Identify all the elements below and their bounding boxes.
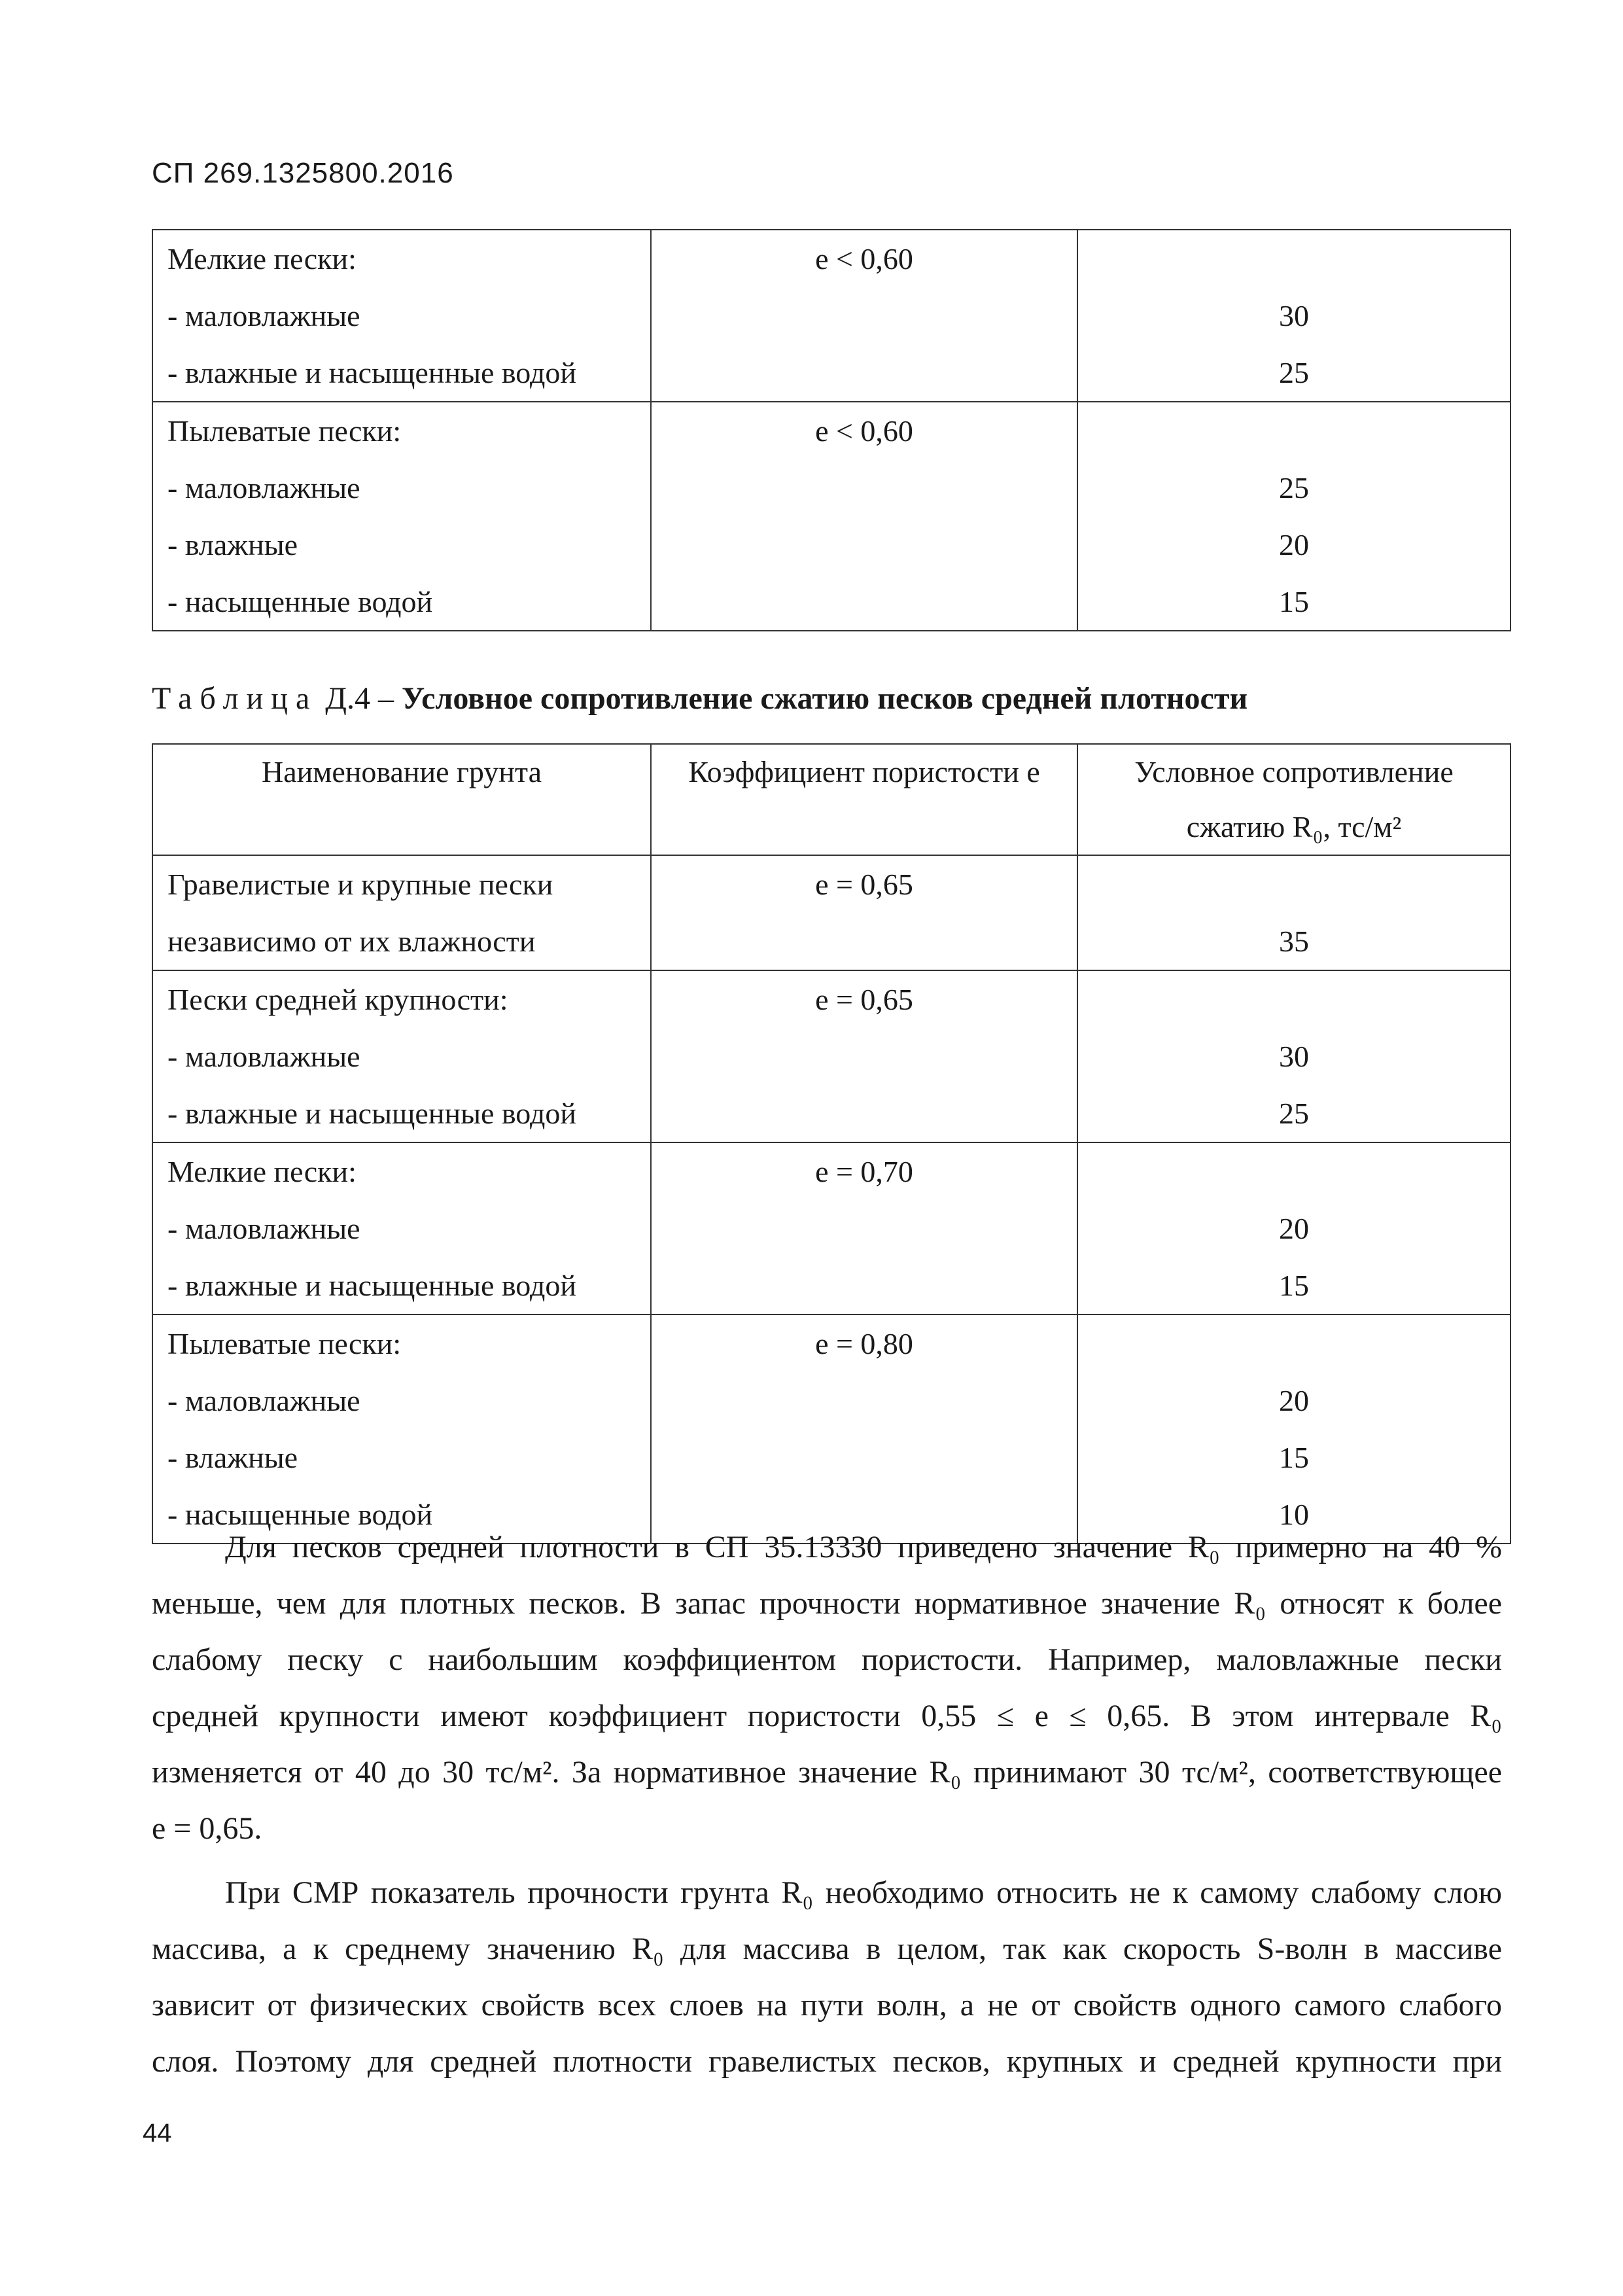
table-row: [152, 1142, 1510, 1315]
resistance-cell: [1077, 230, 1510, 402]
resistance-value: 10: [1279, 1498, 1309, 1531]
table-d4: [152, 743, 1511, 1544]
resistance-cell: [1077, 970, 1510, 1142]
soil-name-cell: [152, 970, 651, 1142]
empty-line: [652, 913, 1077, 970]
paragraph-line: слоя. Поэтому для средней плотности гравелистых песков, крупных и средней крупности при: [152, 2044, 1502, 2079]
porosity-value: e < 0,60: [815, 242, 913, 275]
resistance-value: 30: [1279, 1040, 1309, 1073]
soil-subtype-label: - маловлажные: [167, 1384, 360, 1417]
resistance-value: 20: [1279, 1212, 1309, 1245]
resistance-value: 25: [1279, 1097, 1309, 1130]
table-caption: [152, 680, 1248, 716]
porosity-cell: [651, 970, 1077, 1142]
porosity-value: e = 0,80: [815, 1327, 913, 1360]
table-continuation: [152, 229, 1511, 631]
empty-line: [652, 516, 1077, 573]
soil-subtype-label: - влажные: [167, 528, 298, 561]
empty-line: [652, 459, 1077, 516]
resistance-value: 15: [1279, 1441, 1309, 1474]
table-row: [152, 970, 1510, 1142]
soil-subtype-label: - маловлажные: [167, 471, 360, 504]
resistance-value: 35: [1279, 925, 1309, 958]
empty-line: [1078, 1315, 1510, 1372]
soil-name-cell: [152, 230, 651, 402]
document-code: СП 269.1325800.2016: [152, 157, 454, 189]
soil-group-title: Гравелистые и крупные пески: [167, 868, 553, 901]
porosity-value: e = 0,65: [815, 983, 913, 1016]
header-resistance: Условное сопротивление сжатию R₀, тс/м²: [1077, 744, 1510, 855]
empty-line: [652, 1028, 1077, 1085]
paragraph-line: меньше, чем для плотных песков. В запас прочности нормативное значение R₀ относят к более: [152, 1586, 1502, 1621]
table-row: [152, 855, 1510, 970]
soil-subtype-label: независимо от их влажности: [167, 925, 536, 958]
paragraph-line: При СМР показатель прочности грунта R₀ необходимо относить не к самому слабому слою: [225, 1875, 1502, 1910]
paragraph-line: слабому песку с наибольшим коэффициентом пористости. Например, маловлажные пески: [152, 1642, 1502, 1677]
empty-line: [1078, 856, 1510, 913]
header-soil-name: Наименование грунта: [152, 744, 651, 855]
empty-line: [1078, 402, 1510, 459]
resistance-cell: [1077, 855, 1510, 970]
soil-subtype-label: - влажные и насыщенные водой: [167, 356, 576, 389]
soil-name-cell: [152, 402, 651, 631]
soil-group-title: Пылеватые пески:: [167, 1327, 402, 1360]
paragraph-2: [152, 1865, 1502, 2090]
porosity-cell: [651, 1142, 1077, 1315]
soil-subtype-label: - влажные и насыщенные водой: [167, 1097, 576, 1130]
resistance-value: 30: [1279, 299, 1309, 332]
paragraph-line: e = 0,65.: [152, 1811, 262, 1846]
resistance-value: 15: [1279, 1269, 1309, 1302]
empty-line: [652, 1257, 1077, 1314]
resistance-cell: [1077, 1315, 1510, 1544]
soil-group-title: Мелкие пески:: [167, 242, 357, 275]
table-header-row: [152, 744, 1510, 855]
soil-subtype-label: - насыщенные водой: [167, 1498, 433, 1531]
empty-line: [652, 1429, 1077, 1486]
soil-subtype-label: - маловлажные: [167, 1212, 360, 1245]
header-porosity: Коэффициент пористости e: [651, 744, 1077, 855]
resistance-value: 20: [1279, 1384, 1309, 1417]
empty-line: [652, 1372, 1077, 1429]
soil-name-cell: [152, 855, 651, 970]
resistance-value: 25: [1279, 356, 1309, 389]
table-row: [152, 230, 1510, 402]
empty-line: [652, 573, 1077, 630]
porosity-cell: [651, 855, 1077, 970]
porosity-value: e = 0,70: [815, 1155, 913, 1188]
table-row: [152, 1315, 1510, 1544]
soil-name-cell: [152, 1142, 651, 1315]
porosity-cell: [651, 230, 1077, 402]
soil-subtype-label: - влажные и насыщенные водой: [167, 1269, 576, 1302]
porosity-cell: [651, 1315, 1077, 1544]
resistance-cell: [1077, 1142, 1510, 1315]
resistance-value: 25: [1279, 471, 1309, 504]
paragraph-line: Для песков средней плотности в СП 35.13330 приведено значение R₀ примерно на 40 %: [225, 1530, 1502, 1564]
porosity-value: e < 0,60: [815, 414, 913, 448]
resistance-value: 15: [1279, 585, 1309, 618]
caption-label: Таблица: [152, 681, 318, 716]
porosity-cell: [651, 402, 1077, 631]
empty-line: [1078, 971, 1510, 1028]
empty-line: [652, 1200, 1077, 1257]
empty-line: [652, 287, 1077, 344]
empty-line: [652, 344, 1077, 401]
paragraph-line: средней крупности имеют коэффициент пористости 0,55 ≤ e ≤ 0,65. В этом интервале R₀: [152, 1699, 1502, 1733]
soil-subtype-label: - маловлажные: [167, 1040, 360, 1073]
table-row: [152, 402, 1510, 631]
paragraph-line: зависит от физических свойств всех слоев на пути волн, а не от свойств одного самого слабого: [152, 1988, 1502, 2022]
soil-subtype-label: - влажные: [167, 1441, 298, 1474]
paragraph-line: изменяется от 40 до 30 тс/м². За нормативное значение R₀ принимают 30 тс/м², соответствующее: [152, 1755, 1502, 1790]
paragraph-line: массива, а к среднему значению R₀ для массива в целом, так как скорость S-волн в массиве: [152, 1932, 1502, 1966]
porosity-value: e = 0,65: [815, 868, 913, 901]
caption-title: Условное сопротивление сжатию песков средней плотности: [402, 681, 1248, 716]
resistance-value: 20: [1279, 528, 1309, 561]
soil-subtype-label: - насыщенные водой: [167, 585, 433, 618]
empty-line: [1078, 1143, 1510, 1200]
caption-number: Д.4 –: [317, 681, 402, 716]
empty-line: [1078, 230, 1510, 287]
resistance-cell: [1077, 402, 1510, 631]
soil-group-title: Пески средней крупности:: [167, 983, 508, 1016]
empty-line: [652, 1085, 1077, 1142]
soil-name-cell: [152, 1315, 651, 1544]
paragraph-1: [152, 1519, 1502, 1857]
page-number: 44: [143, 2119, 172, 2147]
soil-group-title: Пылеватые пески:: [167, 414, 402, 448]
soil-subtype-label: - маловлажные: [167, 299, 360, 332]
soil-group-title: Мелкие пески:: [167, 1155, 357, 1188]
